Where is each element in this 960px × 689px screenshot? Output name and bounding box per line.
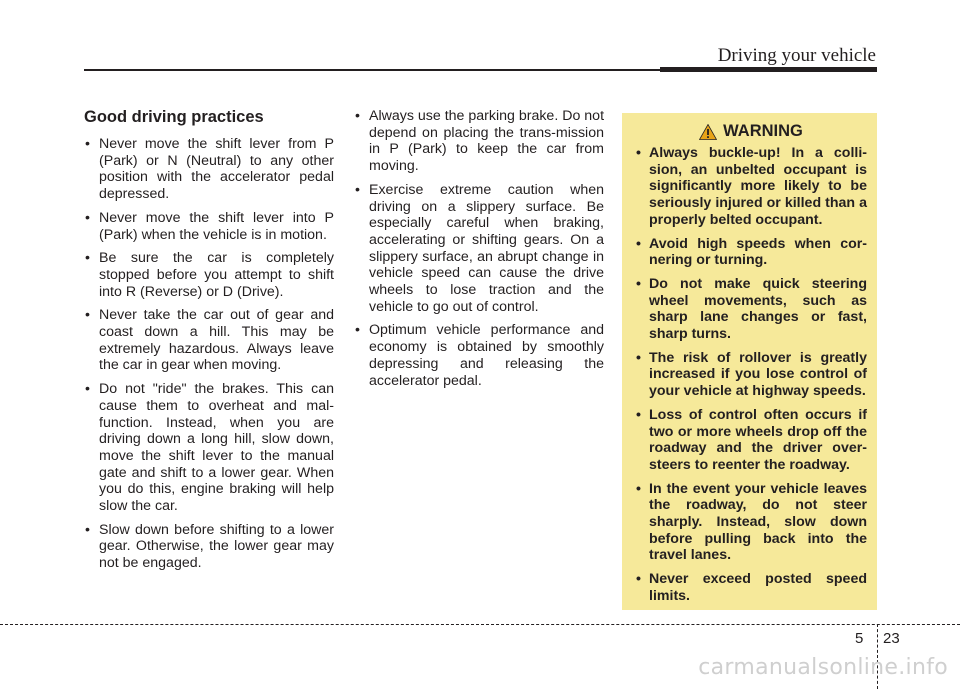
list-item: • Do not "ride" the brakes. This can cause them to overheat and mal-function. Instead, when you are driving down a long hill, slow down, move the shift lever to the manual gate and shift to a lower gear. When you do this, engine braking will help slow the car.	[84, 381, 334, 515]
warning-title: WARNING	[723, 122, 803, 140]
chapter-number: 5	[855, 630, 864, 647]
list-item: • The risk of rollover is greatly increased if you lose control of your vehicle at highway speeds.	[635, 350, 867, 400]
list-item: • In the event your vehicle leaves the roadway, do not steer sharply. Instead, slow down before pulling back into the travel lanes.	[635, 481, 867, 565]
left-column	[84, 108, 334, 579]
header-rule-accent	[660, 67, 877, 72]
list-item: • Slow down before shifting to a lower gear. Otherwise, the lower gear may not be engaged.	[84, 522, 334, 572]
warning-triangle-icon	[699, 124, 717, 140]
warning-header	[635, 122, 867, 141]
running-header-title: Driving your vehicle	[717, 45, 876, 66]
list-item: • Do not make quick steering wheel movements, such as sharp lane changes or fast, sharp turns.	[635, 276, 867, 343]
warning-box	[622, 113, 877, 610]
list-item: • Loss of control often occurs if two or more wheels drop off the roadway and the driver over-steers to reenter the roadway.	[635, 407, 867, 474]
list-item: • Exercise extreme caution when driving on a slippery surface. Be especially careful when braking, accelerating or shifting gears. On a slippery surface, an abrupt change in vehicle speed can cause the drive wheels to lose traction and the vehicle to go out of control.	[354, 182, 604, 316]
list-item: • Always buckle-up! In a colli-sion, an unbelted occupant is significantly more likely to be seriously injured or killed than a properly belted occupant.	[635, 145, 867, 229]
watermark: carmanualsonline.info	[698, 655, 948, 680]
list-item: • Avoid high speeds when cor-nering or turning.	[635, 236, 867, 269]
section-heading: Good driving practices	[84, 108, 264, 126]
warning-bullet-list	[635, 145, 867, 605]
list-item: • Never move the shift lever from P (Park) or N (Neutral) to any other position with the accelerator pedal depressed.	[84, 136, 334, 203]
list-item: • Be sure the car is completely stopped before you attempt to shift into R (Reverse) or D (Drive).	[84, 250, 334, 300]
middle-bullet-list	[354, 108, 604, 389]
list-item: • Never exceed posted speed limits.	[635, 571, 867, 604]
middle-column	[354, 108, 604, 396]
list-item: • Optimum vehicle performance and economy is obtained by smoothly depressing and releasing the accelerator pedal.	[354, 322, 604, 389]
header-rule	[84, 69, 662, 71]
list-item: • Never move the shift lever into P (Park) when the vehicle is in motion.	[84, 210, 334, 243]
list-item: • Always use the parking brake. Do not depend on placing the trans-mission in P (Park) to keep the car from moving.	[354, 108, 604, 175]
footer-rule	[0, 624, 960, 625]
left-bullet-list	[84, 136, 334, 572]
list-item: • Never take the car out of gear and coast down a hill. This may be extremely hazardous. Always leave the car in gear when moving.	[84, 307, 334, 374]
page-number: 23	[883, 630, 900, 647]
